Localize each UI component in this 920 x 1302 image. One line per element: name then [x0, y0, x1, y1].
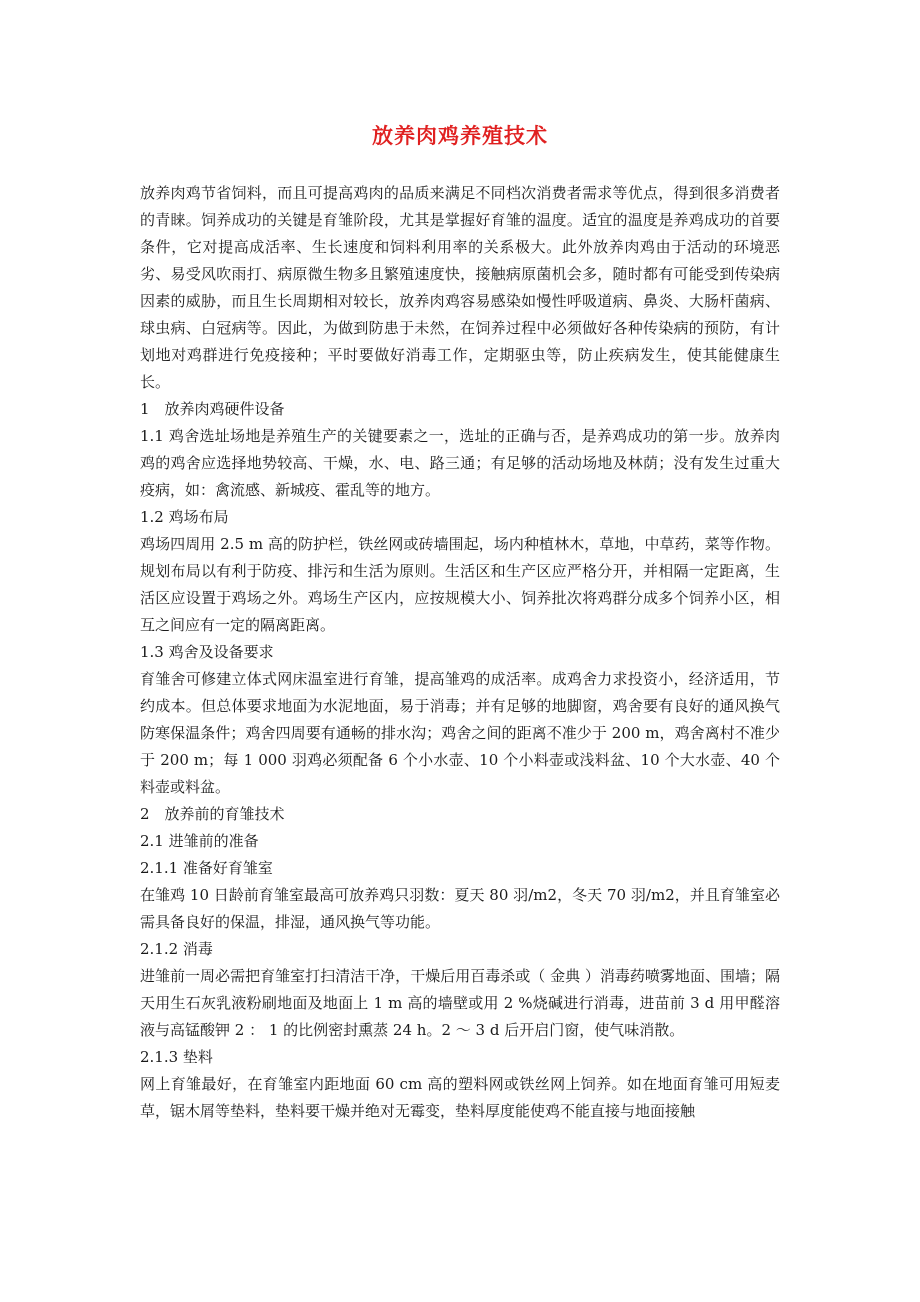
section-heading: 2 放养前的育雏技术 — [140, 805, 285, 823]
document-title: 放养肉鸡养殖技术 — [372, 123, 548, 148]
paragraph: 进雏前一周必需把育雏室打扫清洁干净，干燥后用百毒杀或（ 金典 ）消毒药喷雾地面、围墙；隔天用生石灰乳液粉刷地面及地面上 1 m 高的墙壁或用 2 %烧碱进行消毒，进苗前 3 d 用甲醛溶液与高锰酸钾 2 ： 1 的比例密封熏蒸 24 h。2 ～ 3 d 后开启门窗，使气味消散。 — [140, 967, 780, 1039]
section-heading: 2.1.3 垫料 — [140, 1048, 213, 1066]
paragraph: 放养肉鸡节省饲料，而且可提高鸡肉的品质来满足不同档次消费者需求等优点，得到很多消费者的青睐。饲养成功的关键是育雏阶段，尤其是掌握好育雏的温度。适宜的温度是养鸡成功的首要条件，它对提高成活率、生长速度和饲料利用率的关系极大。此外放养肉鸡由于活动的环境恶劣、易受风吹雨打、病原微生物多且繁殖速度快，接触病原菌机会多，随时都有可能受到传染病因素的威胁，而且生长周期相对较长，放养肉鸡容易感染如慢性呼吸道病、鼻炎、大肠杆菌病、球虫病、白冠病等。因此，为做到防患于未然，在饲养过程中必须做好各种传染病的预防，有计划地对鸡群进行免疫接种；平时要做好消毒工作，定期驱虫等，防止疾病发生，使其能健康生长。 — [140, 184, 780, 391]
section-heading: 1.2 鸡场布局 — [140, 508, 229, 526]
paragraph: 育雏舍可修建立体式网床温室进行育雏，提高雏鸡的成活率。成鸡舍力求投资小，经济适用，节约成本。但总体要求地面为水泥地面，易于消毒；并有足够的地脚窗，鸡舍要有良好的通风换气防寒保温条件；鸡舍四周要有通畅的排水沟；鸡舍之间的距离不准少于 200 m，鸡舍离村不准少于 200 m；每 1 000 羽鸡必须配备 6 个小水壶、10 个小料壶或浅料盆、10 个大水壶、40 个料壶或料盆。 — [140, 670, 780, 796]
section-heading: 2.1.1 准备好育雏室 — [140, 859, 273, 877]
paragraph: 在雏鸡 10 日龄前育雏室最高可放养鸡只羽数：夏天 80 羽/m2，冬天 70 羽/m2，并且育雏室必需具备良好的保温，排湿，通风换气等功能。 — [140, 886, 780, 931]
paragraph: 网上育雏最好，在育雏室内距地面 60 cm 高的塑料网或铁丝网上饲养。如在地面育雏可用短麦草，锯木屑等垫料，垫料要干燥并绝对无霉变，垫料厚度能使鸡不能直接与地面接触 — [140, 1075, 780, 1120]
section-heading: 1 放养肉鸡硬件设备 — [140, 400, 285, 418]
document-body — [140, 180, 780, 1125]
section-heading: 1.3 鸡舍及设备要求 — [140, 643, 274, 661]
section-heading: 2.1 进雏前的准备 — [140, 832, 259, 850]
paragraph: 鸡场四周用 2.5 m 高的防护栏，铁丝网或砖墙围起，场内种植林木，草地，中草药，菜等作物。规划布局以有利于防疫、排污和生活为原则。生活区和生产区应严格分开，并相隔一定距离，生活区应设置于鸡场之外。鸡场生产区内，应按规模大小、饲养批次将鸡群分成多个饲养小区，相互之间应有一定的隔离距离。 — [140, 535, 780, 634]
paragraph: 1.1 鸡舍选址场地是养殖生产的关键要素之一，选址的正确与否，是养鸡成功的第一步。放养肉鸡的鸡舍应选择地势较高、干燥，水、电、路三通；有足够的活动场地及林荫；没有发生过重大疫病，如：禽流感、新城疫、霍乱等的地方。 — [140, 427, 780, 499]
section-heading: 2.1.2 消毒 — [140, 940, 213, 958]
